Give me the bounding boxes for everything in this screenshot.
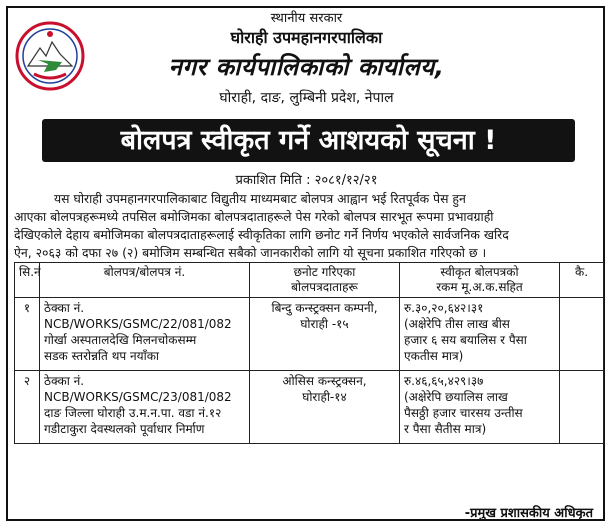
cell-remarks xyxy=(560,371,604,444)
contract-line: गोर्खा अस्पतालदेखि मिलनचोकसम्म xyxy=(44,333,197,347)
contract-line: गडीटाकुरा देवस्थलको पूर्वाधार निर्माण xyxy=(44,422,205,436)
header-office-name: नगर कार्यपालिकाको कार्यालय, xyxy=(168,53,445,81)
amount-words: हजार ६ सय बयालिस र पैसा xyxy=(404,333,527,347)
bidder-address: घोराही-१४ xyxy=(302,390,347,404)
col-header-remarks: कै. xyxy=(560,263,604,298)
amount-words: पैसठ्ठी हजार चारसय उन्तीस xyxy=(404,406,523,420)
amount-words: (अक्षेरेपि छयालिस लाख xyxy=(404,390,508,404)
col-header-amount-line: रकम मू.अ.क.सहित xyxy=(436,280,523,294)
col-header-contract: बोलपत्र/बोलपत्र नं. xyxy=(40,263,250,298)
body-line: यस घोराही उपमहानगरपालिकाबाट विद्युतीय माध्यमबाट बोलपत्र आह्वान भई रितपूर्वक पेस हुन xyxy=(54,191,466,206)
table-row xyxy=(15,371,604,444)
table-row xyxy=(15,298,604,371)
body-line: आएका बोलपत्रहरूमध्ये तपसिल बमोजिमका बोलपत्रदाताहरूले पेस गरेको बोलपत्र सारभूत रूपमा प्रभावग्राही xyxy=(14,209,494,224)
amount-words: एकतीस मात्र) xyxy=(404,349,464,363)
published-date-line xyxy=(0,170,613,188)
amount-figure: रु.४६,६५,४२९।३७ xyxy=(404,374,484,388)
cell-contract xyxy=(40,371,250,444)
cell-bidder xyxy=(250,298,400,371)
col-header-bidder-line: बोलपत्रदाताहरू xyxy=(291,280,358,294)
header-local-government: स्थानीय सरकार xyxy=(270,11,343,26)
body-line: ऐन, २०६३ को दफा २७ (२) बमोजिम सम्बन्धित सबैको जानकारीको लागि यो सूचना प्रकाशित गरिएको छ । xyxy=(14,245,487,260)
cell-remarks xyxy=(560,298,604,371)
amount-words: (अक्षेरेपि तीस लाख बीस xyxy=(404,317,510,331)
cell-sn: २ xyxy=(15,371,40,444)
header-municipality-name: घोराही उपमहानगरपालिका xyxy=(230,28,383,47)
col-header-amount-line: स्वीकृत बोलपत्रको xyxy=(440,265,519,279)
col-header-bidder xyxy=(250,263,400,298)
table-header-row xyxy=(15,263,604,298)
cell-sn: १ xyxy=(15,298,40,371)
tender-table xyxy=(14,262,604,444)
bidder-name: बिन्दु कन्स्ट्रक्सन कम्पनी, xyxy=(271,301,378,315)
contract-line: दाङ जिल्ला घोराही उ.म.न.पा. वडा नं.१२ xyxy=(44,406,222,420)
published-date: २०८१/१२/२१ xyxy=(314,173,378,188)
contract-number: NCB/WORKS/GSMC/23/081/082 xyxy=(44,390,232,404)
col-header-sn: सि.नं xyxy=(15,263,40,298)
cell-contract xyxy=(40,298,250,371)
header-address: घोराही, दाङ, लुम्बिनी प्रदेश, नेपाल xyxy=(219,90,394,106)
published-label: प्रकाशित मिति : xyxy=(235,173,311,188)
contract-number: NCB/WORKS/GSMC/22/081/082 xyxy=(44,317,232,331)
cell-bidder xyxy=(250,371,400,444)
col-header-bidder-line: छनोट गरिएका xyxy=(293,265,356,279)
signature-line: -प्रमुख प्रशासकीय अधिकृत xyxy=(464,506,593,521)
cell-amount xyxy=(400,298,560,371)
contract-line: सडक स्तरोन्नति थप नयाँका xyxy=(44,349,160,363)
contract-line: ठेक्का नं. xyxy=(44,374,85,388)
notice-body xyxy=(14,190,598,262)
bidder-address: घोराही -१५ xyxy=(300,317,349,331)
amount-words: र पैसा सैतीस मात्र) xyxy=(404,422,487,436)
bidder-name: ओसिस कन्स्ट्रक्सन, xyxy=(282,374,367,388)
amount-figure: रु.३०,२०,६४२।३१ xyxy=(404,301,484,315)
body-line: देखिएकोले देहाय बमोजिमका बोलपत्रदाताहरूलाई स्वीकृतिका लागि छनोट गर्ने निर्णय भएकोले सार्वजनिक खरिद xyxy=(14,227,509,242)
cell-amount xyxy=(400,371,560,444)
notice-title-banner: बोलपत्र स्वीकृत गर्ने आशयको सूचना ! xyxy=(42,119,575,162)
contract-line: ठेक्का नं. xyxy=(44,301,85,315)
col-header-amount xyxy=(400,263,560,298)
